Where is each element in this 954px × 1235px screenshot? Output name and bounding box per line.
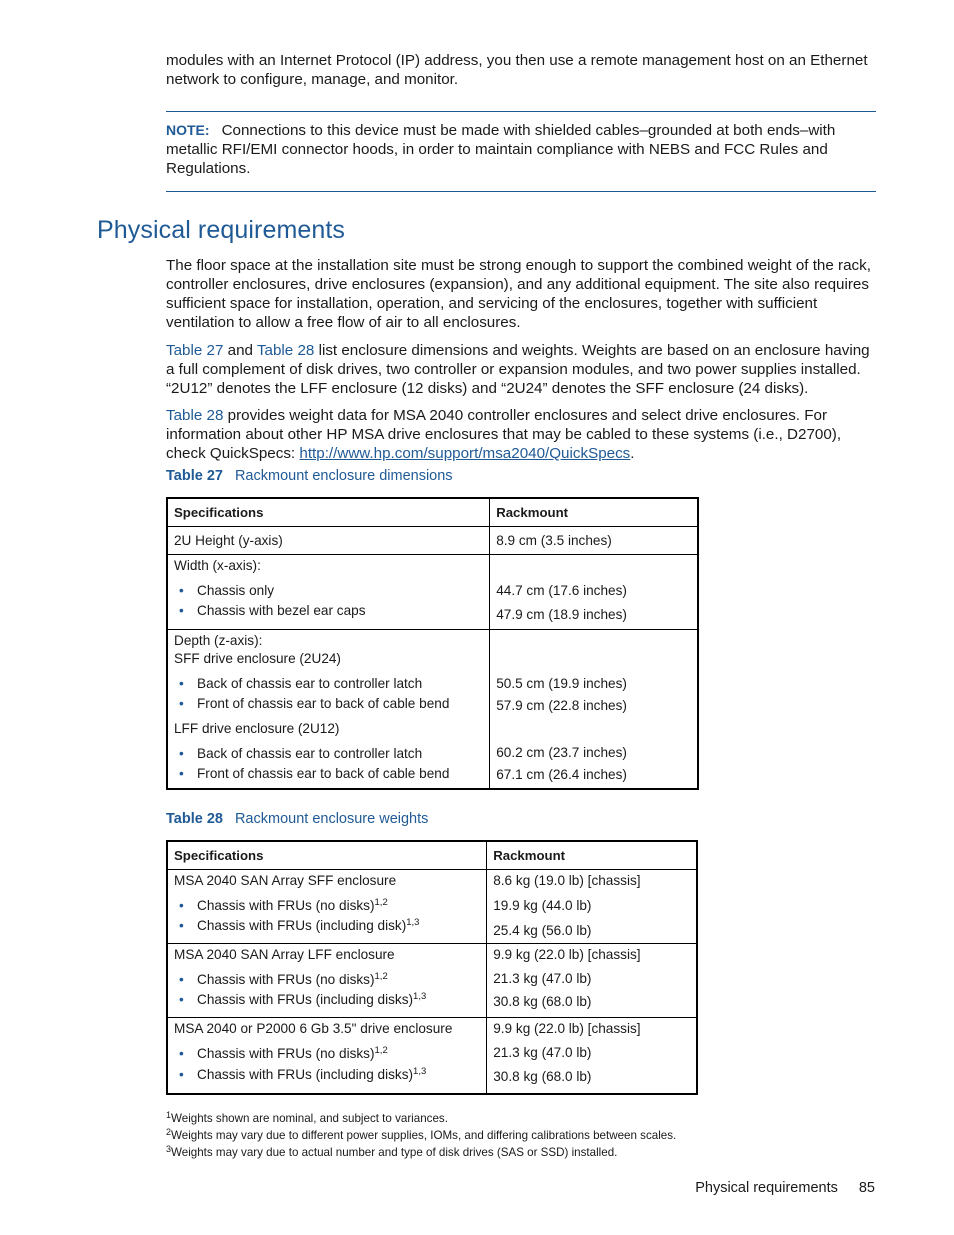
table-header-row (167, 841, 697, 870)
list-item: • Chassis with FRUs (including disk)$^{1,3}$ (174, 917, 480, 935)
header-specifications: Specifications (167, 841, 487, 870)
header-rackmount: Rackmount (490, 498, 698, 527)
list-item: • Back of chassis ear to controller latch (174, 745, 483, 763)
footnotes (166, 1110, 886, 1161)
note-text: Connections to this device must be made with shielded cables–grounded at both ends–with metallic RFI/EMI connector hoods, in order to maintain compliance with NEBS and FCC Rules and Regulations. (166, 122, 836, 177)
table28-link-2[interactable]: Table 28 (166, 407, 224, 424)
header-specifications: Specifications (167, 498, 490, 527)
table-row (167, 944, 697, 1018)
footnote-ref: 1,2 (374, 897, 388, 908)
footnote-mark: 3 (166, 1144, 172, 1154)
paragraph-weight-text: provides weight data for MSA 2040 controller enclosures and select drive enclosures. For information about other HP MSA drive enclosures that may be cabled to these systems (i.e., D2700), check QuickSpecs: (166, 407, 842, 462)
list-item: • Front of chassis ear to back of cable bend (174, 695, 483, 713)
table-row (167, 870, 697, 944)
list-item: • Chassis with bezel ear caps (174, 602, 483, 620)
table28-link[interactable]: Table 28 (256, 342, 315, 359)
table-row (167, 527, 698, 555)
note-label: NOTE: (166, 122, 210, 138)
height-value: 8.9 cm (3.5 inches) (490, 527, 698, 555)
sff-depth-value: 50.5 cm (19.9 inches) (496, 676, 627, 691)
lff-depth-value: 67.1 cm (26.4 inches) (496, 767, 627, 782)
paragraph-weight-data (166, 406, 878, 463)
table-row (167, 1018, 697, 1095)
footnote-ref: 1,2 (374, 1045, 388, 1056)
weight-value: 19.9 kg (44.0 lb) (493, 898, 592, 913)
table-row (167, 630, 698, 790)
weight-value: 8.6 kg (19.0 lb) [chassis] (493, 873, 641, 888)
paragraph-floor-space: The floor space at the installation site must be strong enough to support the combined weight of the rack, controller enclosures, drive enclosures (expansion), and any additional equipment. The site also requires sufficient space for installation, operation, and servicing of the enclosures, together with sufficient ventilation to allow a free flow of air to all enclosures. (166, 257, 871, 331)
table-row (167, 555, 698, 630)
footnote-ref: 1,3 (406, 917, 420, 928)
paragraph-tables-intro (166, 341, 876, 398)
list-item: • Chassis only (174, 582, 483, 600)
table27-title: Rackmount enclosure dimensions (234, 468, 453, 484)
quickspecs-url-link[interactable]: http://www.hp.com/support/msa2040/QuickSpecs (299, 445, 631, 462)
footnote-mark: 2 (166, 1127, 172, 1137)
list-item: • Chassis with FRUs (including disks)$^{1,3}$ (174, 1066, 480, 1084)
lff-label: LFF drive enclosure (2U12) (174, 721, 340, 736)
table28-title: Rackmount enclosure weights (234, 811, 429, 827)
note-top-rule (166, 111, 876, 112)
list-item: • Front of chassis ear to back of cable bend (174, 765, 483, 783)
footnote: $^2$Weights may vary due to different power supplies, IOMs, and differing calibrations between scales. (166, 1127, 677, 1142)
intro-line-1: modules with an Internet Protocol (IP) address, you then use a remote management host on an Ethernet (166, 52, 868, 69)
list-item: • Chassis with FRUs (no disks)$^{1,2}$ (174, 897, 480, 915)
weight-value: 30.8 kg (68.0 lb) (493, 1069, 592, 1084)
paragraph-tables-text: list enclosure dimensions and weights. Weights are based on an enclosure having a full complement of disk drives, two controller or expansion modules, and two power supplies installed. “2U12” denotes the LFF enclosure (12 disks) and “2U24” denotes the SFF enclosure (24 disks). (166, 342, 870, 397)
lff-depth-value: 60.2 cm (23.7 inches) (496, 745, 627, 760)
height-label: 2U Height (y-axis) (167, 527, 490, 555)
note-bottom-rule (166, 191, 876, 192)
table28-caption (166, 811, 428, 827)
list-item: • Back of chassis ear to controller latch (174, 675, 483, 693)
sff-label: SFF drive enclosure (2U24) (174, 651, 341, 666)
list-item: • Chassis with FRUs (no disks)$^{1,2}$ (174, 1045, 480, 1063)
weight-value: 30.8 kg (68.0 lb) (493, 994, 592, 1009)
footnote-ref: 1,2 (374, 971, 388, 982)
enclosure-title: MSA 2040 or P2000 6 Gb 3.5" drive enclosure (174, 1021, 453, 1036)
table-rackmount-weights (166, 840, 698, 1095)
table28-number: Table 28 (166, 811, 223, 827)
table-rackmount-dimensions (166, 497, 699, 790)
sff-depth-value: 57.9 cm (22.8 inches) (496, 698, 627, 713)
weight-value: 9.9 kg (22.0 lb) [chassis] (493, 947, 641, 962)
table27-caption (166, 468, 453, 484)
width-label: Width (x-axis): (174, 558, 261, 573)
page-number: 85 (858, 1180, 875, 1196)
table27-number: Table 27 (166, 468, 223, 484)
weight-value: 9.9 kg (22.0 lb) [chassis] (493, 1021, 641, 1036)
page-footer (695, 1180, 875, 1196)
weight-value: 25.4 kg (56.0 lb) (493, 923, 592, 938)
width-value: 47.9 cm (18.9 inches) (496, 607, 627, 622)
period: . (630, 445, 635, 462)
table-header-row (167, 498, 698, 527)
section-title: Physical requirements (97, 216, 346, 244)
and-text: and (223, 342, 257, 359)
depth-label: Depth (z-axis): (174, 633, 263, 648)
footnote-ref: 1,3 (413, 1066, 427, 1077)
intro-paragraph (166, 51, 886, 89)
width-value: 44.7 cm (17.6 inches) (496, 583, 627, 598)
list-item: • Chassis with FRUs (including disks)$^{1,3}$ (174, 991, 480, 1009)
table27-link[interactable]: Table 27 (166, 342, 224, 359)
list-item: • Chassis with FRUs (no disks)$^{1,2}$ (174, 971, 480, 989)
footnote-mark: 1 (166, 1110, 172, 1120)
weight-value: 21.3 kg (47.0 lb) (493, 1045, 592, 1060)
note-block (166, 121, 856, 178)
footer-section: Physical requirements (695, 1180, 838, 1196)
header-rackmount: Rackmount (487, 841, 697, 870)
footnote-ref: 1,3 (413, 991, 427, 1002)
enclosure-title: MSA 2040 SAN Array LFF enclosure (174, 947, 395, 962)
intro-line-2: network to configure, manage, and monitor. (166, 71, 459, 88)
footnote: $^1$Weights shown are nominal, and subject to variances. (166, 1110, 448, 1125)
enclosure-title: MSA 2040 SAN Array SFF enclosure (174, 873, 397, 888)
footnote: $^3$Weights may vary due to actual number and type of disk drives (SAS or SSD) installed. (166, 1144, 618, 1159)
weight-value: 21.3 kg (47.0 lb) (493, 971, 592, 986)
